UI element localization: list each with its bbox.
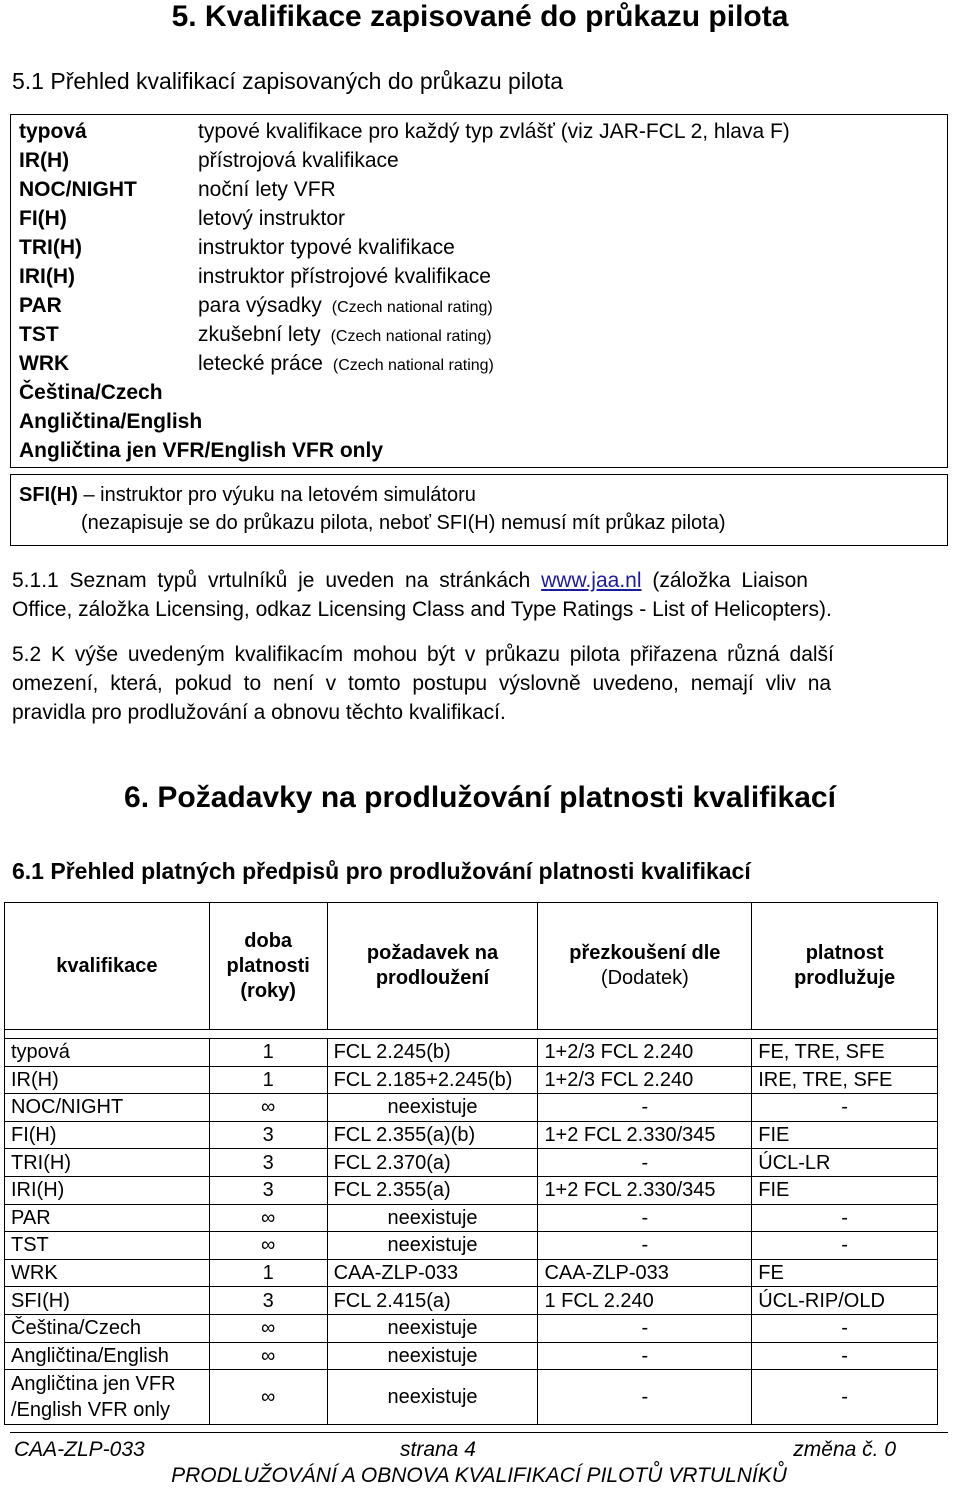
table-row	[5, 1149, 938, 1177]
cell-rating: Angličtina/English	[5, 1342, 210, 1370]
cell-renewed-by: -	[752, 1342, 938, 1370]
table-row	[5, 1094, 938, 1122]
column-header-check-appendix: (Dodatek)	[600, 967, 689, 989]
rating-code: Angličtina/English	[19, 410, 203, 433]
cell-check: -	[538, 1370, 752, 1425]
cell-requirement: neexistuje	[327, 1094, 538, 1122]
rating-code: NOC/NIGHT	[19, 178, 137, 201]
table-row	[5, 1342, 938, 1370]
paragraph-5-1-1	[12, 566, 950, 624]
cell-rating: TST	[5, 1232, 210, 1260]
cell-check: -	[538, 1149, 752, 1177]
cell-renewed-by: ÚCL-RIP/OLD	[752, 1287, 938, 1315]
rating-code: typová	[19, 120, 87, 143]
cell-renewed-by: -	[752, 1094, 938, 1122]
cell-requirement: CAA-ZLP-033	[327, 1259, 538, 1287]
page-footer	[10, 1432, 948, 1487]
rating-code: Čeština/Czech	[19, 381, 163, 404]
cell-validity: 1	[209, 1259, 327, 1287]
footer-document-title: PRODLUŽOVÁNÍ A OBNOVA KVALIFIKACÍ PILOTŮ VRTULNÍKŮ	[171, 1464, 787, 1487]
cell-renewed-by: FE, TRE, SFE	[752, 1039, 938, 1067]
cell-requirement: neexistuje	[327, 1204, 538, 1232]
cell-validity: 1	[209, 1066, 327, 1094]
column-header-requirement: požadavek na prodloužení	[327, 903, 538, 1030]
cell-check: 1+2/3 FCL 2.240	[538, 1039, 752, 1067]
rating-description: para výsadky	[198, 294, 322, 317]
jaa-link[interactable]: www.jaa.nl	[541, 569, 642, 592]
cell-validity: ∞	[209, 1314, 327, 1342]
cell-rating: typová	[5, 1039, 210, 1067]
cell-rating: SFI(H)	[5, 1287, 210, 1315]
cell-rating: NOC/NIGHT	[5, 1094, 210, 1122]
table-row	[5, 1314, 938, 1342]
rating-code: IRI(H)	[19, 265, 75, 288]
paragraph-text: 5.1.1 Seznam typů vrtulníků je uveden na stránkách	[12, 569, 542, 592]
footer-document-id: CAA-ZLP-033	[14, 1438, 145, 1461]
rating-description-wrap	[198, 292, 493, 322]
rating-code: WRK	[19, 352, 70, 375]
rating-description: typové kvalifikace pro každý typ zvlášť (viz JAR-FCL 2, hlava F)	[198, 120, 790, 143]
cell-validity: 1	[209, 1039, 327, 1067]
cell-rating: IRI(H)	[5, 1176, 210, 1204]
rating-description-wrap	[198, 350, 494, 380]
cell-rating: WRK	[5, 1259, 210, 1287]
spacer-cell	[5, 1030, 938, 1039]
cell-rating: IR(H)	[5, 1066, 210, 1094]
sfi-line-1	[19, 481, 476, 509]
rating-note: (Czech national rating)	[331, 299, 493, 316]
cell-rating: FI(H)	[5, 1121, 210, 1149]
paragraph-line: omezení, která, pokud to není v tomto postupu výslovně uvedeno, nemají vliv na	[12, 672, 832, 695]
section-5-1-heading: 5.1 Přehled kvalifikací zapisovaných do průkazu pilota	[12, 68, 564, 94]
cell-check: -	[538, 1094, 752, 1122]
ratings-list-box	[10, 114, 948, 468]
cell-renewed-by: FE	[752, 1259, 938, 1287]
paragraph-line: 5.2 K výše uvedeným kvalifikacím mohou být v průkazu pilota přiřazena různá další	[12, 643, 834, 666]
cell-renewed-by: -	[752, 1314, 938, 1342]
cell-check: 1+2 FCL 2.330/345	[538, 1121, 752, 1149]
footer-page-number: strana 4	[400, 1438, 476, 1461]
rating-description: letový instruktor	[198, 207, 346, 230]
sfi-code: SFI(H)	[19, 484, 78, 506]
cell-check: -	[538, 1232, 752, 1260]
cell-requirement: FCL 2.355(a)	[327, 1176, 538, 1204]
renewal-requirements-table	[4, 902, 938, 1425]
cell-rating: TRI(H)	[5, 1149, 210, 1177]
column-header-check	[538, 903, 752, 1030]
column-header-validity: doba platnosti (roky)	[209, 903, 327, 1030]
cell-check: 1+2/3 FCL 2.240	[538, 1066, 752, 1094]
paragraph-text: (záložka Liaison	[641, 569, 808, 592]
rating-description: instruktor přístrojové kvalifikace	[198, 265, 491, 288]
cell-renewed-by: -	[752, 1232, 938, 1260]
table-row	[5, 1370, 938, 1425]
section-6-1-heading: 6.1 Přehled platných předpisů pro prodlužování platnosti kvalifikací	[12, 858, 751, 884]
cell-renewed-by: ÚCL-LR	[752, 1149, 938, 1177]
cell-check: -	[538, 1342, 752, 1370]
cell-renewed-by: IRE, TRE, SFE	[752, 1066, 938, 1094]
cell-validity: ∞	[209, 1094, 327, 1122]
table-row	[5, 1121, 938, 1149]
cell-renewed-by: FIE	[752, 1121, 938, 1149]
cell-validity: 3	[209, 1149, 327, 1177]
column-header-renewed-by: platnost prodlužuje	[752, 903, 938, 1030]
cell-rating: Angličtina jen VFR /English VFR only	[5, 1370, 210, 1425]
rating-code: IR(H)	[19, 149, 70, 172]
cell-check: -	[538, 1314, 752, 1342]
rating-code: TRI(H)	[19, 236, 82, 259]
table-row	[5, 1204, 938, 1232]
paragraph-5-2	[12, 640, 950, 727]
section-6-heading: 6. Požadavky na prodlužování platnosti kvalifikací	[124, 781, 836, 814]
cell-requirement: neexistuje	[327, 1342, 538, 1370]
table-row	[5, 1066, 938, 1094]
cell-validity: ∞	[209, 1232, 327, 1260]
table-header-row	[5, 903, 938, 1030]
cell-renewed-by: -	[752, 1204, 938, 1232]
rating-description: přístrojová kvalifikace	[198, 149, 399, 172]
cell-requirement: neexistuje	[327, 1370, 538, 1425]
table-row	[5, 1176, 938, 1204]
rating-note: (Czech national rating)	[332, 357, 494, 374]
rating-code: Angličtina jen VFR/English VFR only	[19, 439, 384, 462]
cell-requirement: neexistuje	[327, 1314, 538, 1342]
paragraph-line: Office, záložka Licensing, odkaz Licensing Class and Type Ratings - List of Helicopters).	[12, 598, 832, 621]
section-5-heading: 5. Kvalifikace zapisované do průkazu pilota	[171, 0, 789, 33]
column-header-check-title: přezkoušení dle	[569, 942, 721, 964]
cell-requirement: FCL 2.370(a)	[327, 1149, 538, 1177]
cell-rating: Čeština/Czech	[5, 1314, 210, 1342]
cell-rating: PAR	[5, 1204, 210, 1232]
table-row	[5, 1287, 938, 1315]
cell-validity: 3	[209, 1287, 327, 1315]
paragraph-line	[12, 566, 950, 595]
sfi-note-box	[10, 474, 948, 546]
rating-code: FI(H)	[19, 207, 67, 230]
cell-requirement: FCL 2.245(b)	[327, 1039, 538, 1067]
cell-check: 1+2 FCL 2.330/345	[538, 1176, 752, 1204]
cell-renewed-by: -	[752, 1370, 938, 1425]
table-row	[5, 1259, 938, 1287]
paragraph-line: pravidla pro prodlužování a obnovu těchto kvalifikací.	[12, 701, 506, 724]
cell-requirement: FCL 2.415(a)	[327, 1287, 538, 1315]
cell-requirement: neexistuje	[327, 1232, 538, 1260]
table-row	[5, 1039, 938, 1067]
rating-description: noční lety VFR	[198, 178, 336, 201]
cell-check: -	[538, 1204, 752, 1232]
sfi-line-2: (nezapisuje se do průkazu pilota, neboť SFI(H) nemusí mít průkaz pilota)	[81, 512, 726, 534]
cell-validity: ∞	[209, 1370, 327, 1425]
rating-code: TST	[19, 323, 59, 346]
rating-note: (Czech national rating)	[330, 328, 492, 345]
rating-description: zkušební lety	[198, 323, 321, 346]
cell-requirement: FCL 2.355(a)(b)	[327, 1121, 538, 1149]
table-spacer-row	[5, 1030, 938, 1039]
rating-description-wrap	[198, 321, 492, 351]
cell-validity: ∞	[209, 1204, 327, 1232]
footer-change-number: změna č. 0	[793, 1438, 896, 1461]
cell-validity: ∞	[209, 1342, 327, 1370]
cell-validity: 3	[209, 1121, 327, 1149]
cell-check: 1 FCL 2.240	[538, 1287, 752, 1315]
sfi-description: – instruktor pro výuku na letovém simulátoru	[83, 484, 476, 506]
rating-description: instruktor typové kvalifikace	[198, 236, 455, 259]
cell-check: CAA-ZLP-033	[538, 1259, 752, 1287]
table-row	[5, 1232, 938, 1260]
column-header-rating: kvalifikace	[5, 903, 210, 1030]
cell-renewed-by: FIE	[752, 1176, 938, 1204]
cell-validity: 3	[209, 1176, 327, 1204]
cell-requirement: FCL 2.185+2.245(b)	[327, 1066, 538, 1094]
rating-description: letecké práce	[198, 352, 323, 375]
rating-code: PAR	[19, 294, 62, 317]
